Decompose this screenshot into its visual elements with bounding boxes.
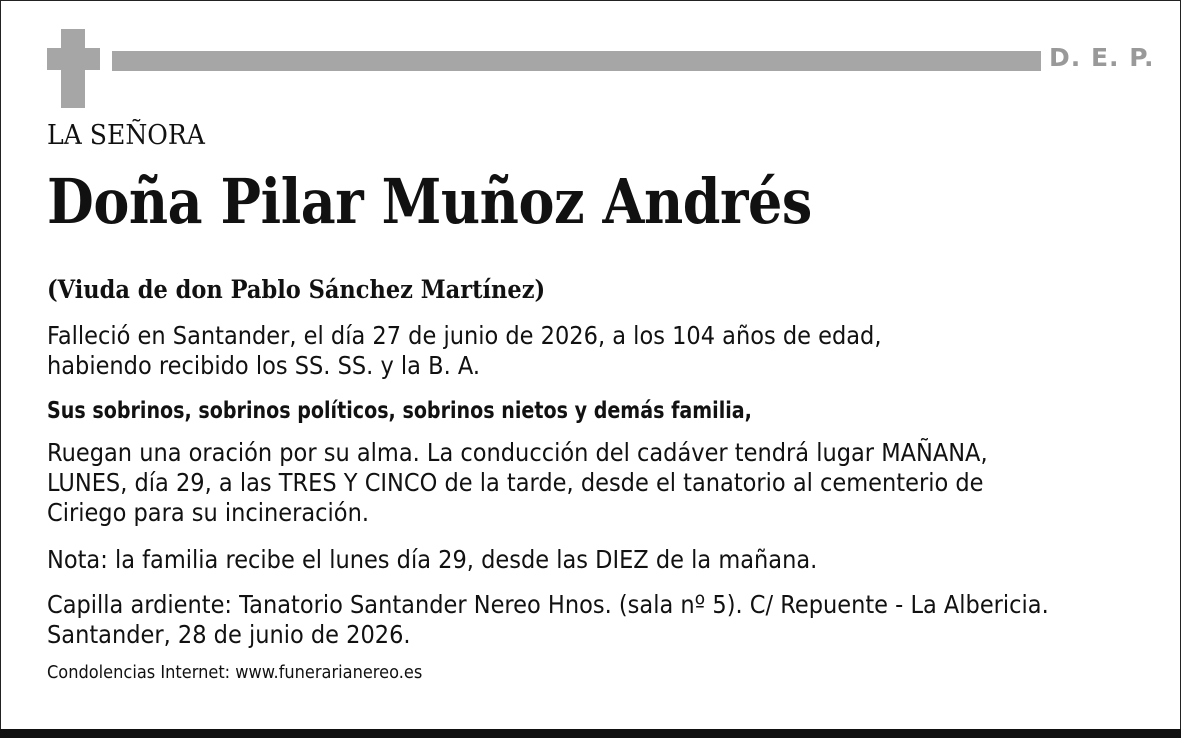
condolences-website: Condolencias Internet: www.funerarianereo.es: [47, 662, 423, 683]
note-line: Nota: la familia recibe el lunes día 29, desde las DIEZ de la mañana.: [47, 545, 818, 574]
dep-label: D. E. P.: [1049, 43, 1155, 72]
bottom-bar: [0, 729, 1181, 738]
request-line: Ciriego para su incineración.: [47, 498, 369, 527]
death-line: habiendo recibido los SS. SS. y la B. A.: [47, 351, 481, 380]
family-line: Sus sobrinos, sobrinos políticos, sobrinos nietos y demás familia,: [47, 398, 752, 424]
deceased-name: Doña Pilar Muñoz Andrés: [47, 165, 812, 238]
death-notice: [47, 321, 881, 381]
header-rule: [112, 51, 1041, 71]
widow-of: (Viuda de don Pablo Sánchez Martínez): [47, 275, 546, 304]
request-line: LUNES, día 29, a las TRES Y CINCO de la tarde, desde el tanatorio al cementerio de: [47, 468, 984, 497]
chapel-line: Santander, 28 de junio de 2026.: [47, 620, 411, 649]
request-line: Ruegan una oración por su alma. La conducción del cadáver tendrá lugar MAÑANA,: [47, 438, 988, 467]
note-paragraph: [47, 545, 817, 575]
death-line: Falleció en Santander, el día 27 de junio de 2026, a los 104 años de edad,: [47, 321, 882, 350]
title-prefix: LA SEÑORA: [47, 120, 205, 151]
chapel-paragraph: [47, 590, 1049, 650]
chapel-line: Capilla ardiente: Tanatorio Santander Nereo Hnos. (sala nº 5). C/ Repuente - La Albericia.: [47, 590, 1049, 619]
request-paragraph: [47, 438, 988, 528]
cross-icon-arm: [47, 48, 100, 70]
